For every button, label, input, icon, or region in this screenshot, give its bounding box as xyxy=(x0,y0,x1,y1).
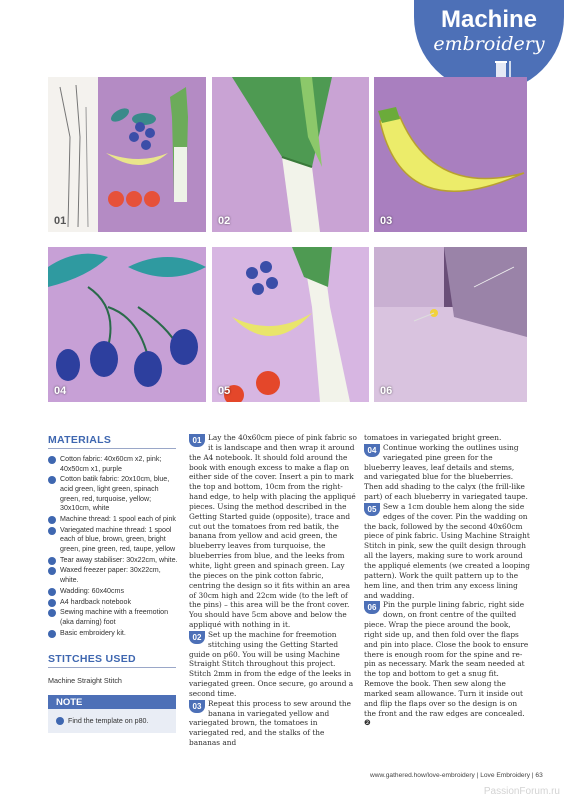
step-number: 06 xyxy=(364,601,380,614)
bullet-icon xyxy=(48,567,56,575)
step-04: 04 Continue working the outlines using variegated pine green for the blueberry leaves, leaf details and stems, and variegated blue for the blueberries. Then add shading to the calyx (the frill-like part) of each blueberry in variegated taupe. xyxy=(364,442,528,502)
divider xyxy=(48,667,176,668)
list-item: Variegated machine thread: 1 spool each of blue, brown, green, bright green, pine green, red, taupe, yellow xyxy=(48,526,178,555)
bullet-icon xyxy=(48,476,56,484)
step-number: 01 xyxy=(189,434,205,447)
photo-number: 01 xyxy=(54,215,67,227)
bullet-icon xyxy=(48,527,56,535)
bullet-icon xyxy=(48,557,56,565)
step-03: 03 Repeat this process to sew around the banana in variegated yellow and variegated brown, the tomatoes in variegated red, and the stalks of the bananas and xyxy=(189,698,351,748)
photo-step-01 xyxy=(48,77,206,232)
instructions-column-2 xyxy=(364,433,530,728)
bullet-icon xyxy=(48,516,56,524)
badge-title: Machine xyxy=(440,6,538,33)
note-text: Find the template on p80. xyxy=(56,717,148,725)
badge-subtitle: embroidery xyxy=(433,33,545,55)
materials-title: MATERIALS xyxy=(48,434,112,446)
list-item: Cotton batik fabric: 20x10cm, blue, acid green, light green, spinach green, red, turquoise, yellow; 30x10cm, white xyxy=(48,475,178,513)
photo-number: 04 xyxy=(54,385,67,397)
step-number: 02 xyxy=(189,631,205,644)
step-03-continued: tomatoes in variegated bright green. xyxy=(364,433,502,442)
list-item: Sewing machine with a freemotion (aka darning) foot xyxy=(48,608,178,627)
step-number: 03 xyxy=(189,700,205,713)
photo-number: 03 xyxy=(380,215,393,227)
list-item: Tear away stabiliser: 30x22cm, white. xyxy=(48,556,178,566)
photo-step-02 xyxy=(212,77,369,232)
list-item: Machine thread: 1 spool each of pink xyxy=(48,515,178,525)
step-05: 05 Sew a 1cm double hem along the side edges of the cover. Pin the wadding on the back, followed by the second 40x60cm piece of pink fabric. Using Machine Straight Stitch in pink, sew the quilt design through all the layers, making sure to work around the appliqué elements (we created a looping pattern). Work the quilt pattern up to the hem line, and then trim any excess lining and wadding. xyxy=(364,501,530,600)
stitches-text: Machine Straight Stitch xyxy=(48,676,122,685)
photo-step-03 xyxy=(374,77,527,232)
list-item: Cotton fabric: 40x60cm x2, pink; 40x50cm x1, purple xyxy=(48,455,178,474)
photo-number: 06 xyxy=(380,385,393,397)
bullet-icon xyxy=(48,588,56,596)
list-item: A4 hardback notebook xyxy=(48,598,178,608)
instructions-column-1 xyxy=(189,433,357,748)
step-06: 06 Pin the purple lining fabric, right side down, on front centre of the quilted piece. Wrap the piece around the book, right side up, and then fold over the flaps and pin into place. Close the book to ensure there is enough room for the spine and re-pin as necessary. Mark the seam needed at the top and bottom to get a snug fit. Remove the book. Then sew along the marked seam allowance. Turn it inside out and flip the flaps over so the design is on the front and the raw edges are concealed. ❷ xyxy=(364,600,529,728)
step-number: 05 xyxy=(364,503,380,516)
bullet-icon xyxy=(48,456,56,464)
note-title: NOTE xyxy=(48,695,176,709)
materials-list xyxy=(48,455,178,640)
photo-step-05 xyxy=(212,247,369,402)
photo-number: 05 xyxy=(218,385,231,397)
bullet-icon xyxy=(48,599,56,607)
photo-step-04 xyxy=(48,247,206,402)
note-box xyxy=(48,695,176,733)
step-number: 04 xyxy=(364,444,380,457)
list-item: Wadding: 60x40cms xyxy=(48,587,178,597)
bullet-icon xyxy=(48,609,56,617)
list-item: Basic embroidery kit. xyxy=(48,629,178,639)
bullet-icon xyxy=(56,717,64,725)
stitches-title: STITCHES USED xyxy=(48,653,136,665)
page-footer: www.gathered.how/love-embroidery | Love Embroidery | 63 xyxy=(370,772,543,779)
photo-number: 02 xyxy=(218,215,231,227)
bullet-icon xyxy=(48,630,56,638)
step-02: 02 Set up the machine for freemotion stitching using the Getting Started guide on p60. You will be using Machine Straight Stitch throughout this project. Stitch 2mm in from the edge of the leeks in variegated green. Once secure, go around a second time. xyxy=(189,629,354,698)
step-01: 01 Lay the 40x60cm piece of pink fabric so it is landscape and then wrap it around the A4 notebook. It should fold around the book with enough excess to make a flap on either side of the cover. Insert a pin to mark the top and bottom, 10cm from the right-hand edge, to help with placing the appliqué pieces. Using the method described in the Getting Started guide (opposite), trace and cut out the tomatoes from red batik, the banana from yellow and acid green, the blueberry leaves from turquoise, the blueberries from blue, and the leeks from white, light green and spinach green. Lay the pieces on the pink cotton fabric, centring the design so it fits within an area of 30cm high and 22cm wide (to the left of the pins) – this area will be the front cover. You should have 5cm above and below the appliqué with nothing in it. xyxy=(189,433,357,630)
photo-step-06 xyxy=(374,247,527,402)
watermark: PassionForum.ru xyxy=(483,786,560,797)
divider xyxy=(48,448,176,449)
list-item: Waxed freezer paper: 30x22cm, white. xyxy=(48,566,178,585)
